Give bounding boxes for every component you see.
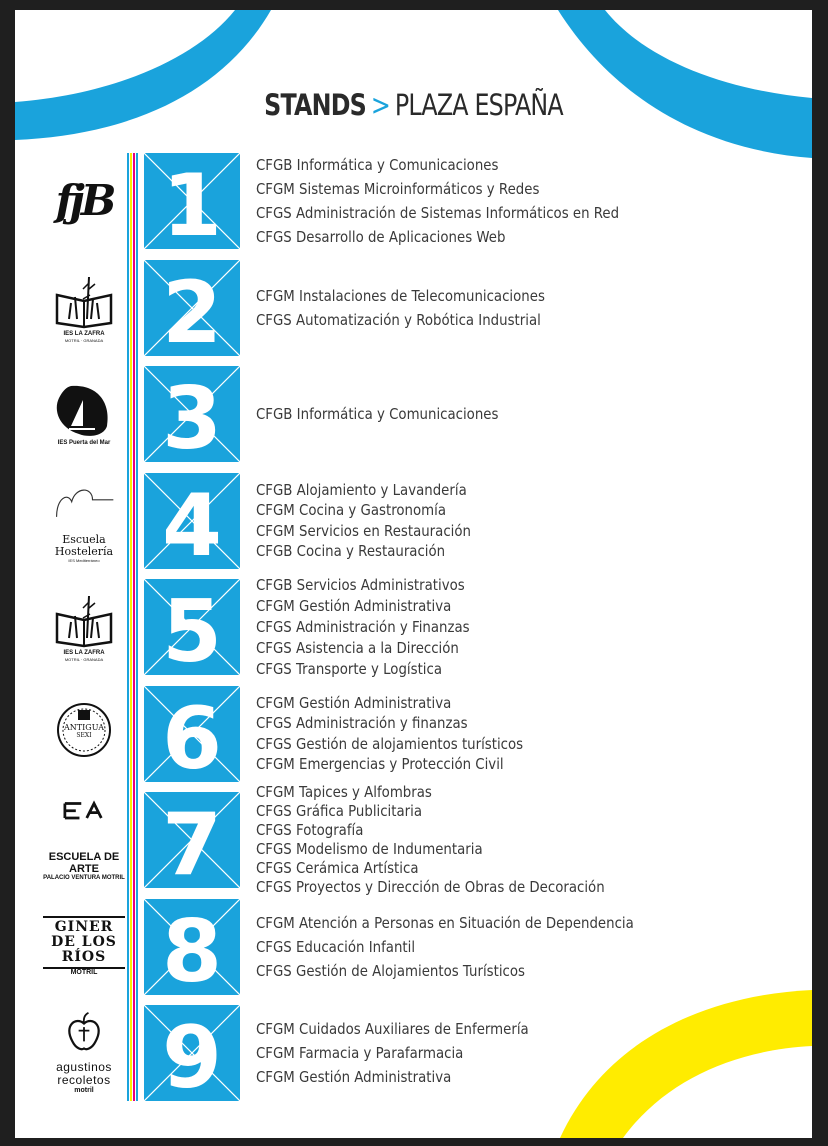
stand-row-7 (15, 783, 812, 896)
agustinos-logo-icon (49, 1011, 119, 1061)
stand-number-box (144, 473, 240, 569)
course-list (256, 366, 806, 462)
logo-caption: ESCUELA DE ARTE (48, 851, 120, 875)
school-logo (43, 1011, 125, 1095)
stand-number-box (144, 153, 240, 249)
stand-row-2 (15, 260, 812, 356)
course-list (256, 260, 806, 356)
stand-row-8 (15, 899, 812, 995)
stand-number-box (144, 260, 240, 356)
course-item: CFGM Farmacia y Parafarmacia (256, 1044, 464, 1062)
course-item: CFGS Gestión de Alojamientos Turísticos (256, 961, 525, 980)
course-item: CFGM Servicios en Restauración (256, 521, 471, 540)
course-item: CFGB Cocina y Restauración (256, 542, 446, 560)
stand-number: 6 (162, 688, 222, 782)
course-item: CFGS Administración de Sistemas Informáticos en Red (256, 204, 620, 222)
course-item: CFGM Gestión Administrativa (256, 1068, 452, 1086)
stand-number: 2 (162, 262, 222, 356)
course-item: CFGM Gestión Administrativa (256, 596, 452, 615)
logo-text: GINER DE LOS RÍOS (43, 916, 125, 969)
stand-number: 8 (162, 901, 222, 995)
stand-row-4 (15, 473, 812, 569)
title-place: PLAZA ESPAÑA (394, 88, 563, 122)
course-item: CFGM Instalaciones de Telecomunicaciones (256, 286, 545, 305)
course-item: CFGB Informática y Comunicaciones (256, 156, 499, 174)
logo-caption: Escuela Hostelería (54, 532, 114, 558)
logo-subcaption: motril (74, 1087, 94, 1094)
course-item: CFGM Gestión Administrativa (256, 693, 452, 712)
course-list (256, 1005, 806, 1101)
course-list (256, 575, 806, 678)
course-item: CFGS Administración y finanzas (256, 714, 468, 732)
logo-monogram: fjB (55, 176, 113, 225)
stand-number-box (144, 686, 240, 782)
course-item: CFGS Cerámica Artística (256, 859, 419, 877)
school-logo (43, 372, 125, 456)
course-list (256, 783, 806, 896)
stand-number: 9 (162, 1008, 222, 1101)
school-logo (43, 159, 125, 243)
logo-text: agustinos recoletos (56, 1060, 112, 1087)
logo-caption: IES LA ZAFRA (63, 650, 105, 656)
course-item: CFGB Servicios Administrativos (256, 575, 465, 594)
school-logo (43, 905, 125, 989)
school-logo (43, 798, 125, 882)
book-logo-icon (49, 592, 119, 648)
course-item: CFGS Proyectos y Dirección de Obras de Decoración (256, 878, 605, 896)
logo-caption: ANTIGUA (64, 723, 104, 732)
course-item: CFGM Cuidados Auxiliares de Enfermería (256, 1020, 529, 1038)
logo-caption: IES LA ZAFRA (63, 330, 105, 337)
stand-number: 7 (162, 795, 222, 888)
course-item: CFGM Tapices y Alfombras (256, 783, 432, 801)
course-list (256, 686, 806, 782)
course-item: CFGM Sistemas Microinformáticos y Redes (256, 180, 540, 198)
stand-number-box (144, 366, 240, 462)
course-item: CFGS Gráfica Publicitaria (256, 802, 423, 820)
logo-subcaption: MOTRIL (70, 969, 98, 976)
stand-number-box (144, 899, 240, 995)
course-item: CFGS Desarrollo de Aplicaciones Web (256, 228, 506, 246)
course-item: CFGS Transporte y Logística (256, 659, 443, 678)
stand-row-1 (15, 153, 812, 249)
course-item: CFGS Modelismo de Indumentaria (256, 840, 483, 858)
logo-subcaption: PALACIO VENTURA MOTRIL (43, 875, 125, 881)
course-list (256, 473, 806, 569)
logo-caption: IES Puerta del Mar (57, 439, 111, 446)
arte-logo-icon (49, 798, 119, 849)
school-logo (43, 266, 125, 350)
course-item: CFGM Cocina y Gastronomía (256, 501, 446, 519)
stand-number: 5 (162, 582, 222, 675)
course-item: CFGS Educación Infantil (256, 937, 416, 956)
sail-logo-icon (49, 382, 119, 438)
logo-subcaption: SEXI (76, 732, 92, 739)
stand-number: 3 (162, 369, 222, 462)
page-title (87, 88, 741, 122)
logo-subcaption: IES Mediterráneo (68, 557, 100, 563)
script-logo-icon (49, 479, 119, 532)
poster (15, 10, 812, 1138)
logo-subcaption: MOTRIL · GRANADA (64, 657, 104, 662)
course-item: CFGB Informática y Comunicaciones (256, 405, 499, 423)
course-item: CFGS Asistencia a la Dirección (256, 638, 459, 657)
stand-number: 4 (162, 475, 222, 569)
stand-row-9 (15, 1005, 812, 1101)
course-item: CFGS Fotografía (256, 821, 364, 839)
course-list (256, 899, 806, 995)
stand-number-box (144, 792, 240, 888)
stand-row-6 (15, 686, 812, 782)
stand-number-box (144, 579, 240, 675)
course-item: CFGS Gestión de alojamientos turísticos (256, 734, 524, 753)
title-stands: STANDS (264, 88, 366, 122)
book-logo-icon (49, 273, 119, 329)
course-item: CFGM Atención a Personas en Situación de Dependencia (256, 913, 634, 932)
course-item: CFGS Administración y Finanzas (256, 617, 470, 636)
course-list (256, 153, 806, 249)
school-logo (43, 585, 125, 669)
course-item: CFGS Automatización y Robótica Industrial (256, 310, 541, 329)
stand-row-3 (15, 366, 812, 462)
stand-row-5 (15, 575, 812, 678)
stand-number: 1 (162, 156, 222, 249)
school-logo (43, 692, 125, 776)
stand-number-box (144, 1005, 240, 1101)
course-item: CFGB Alojamiento y Lavandería (256, 480, 467, 499)
title-arrow-icon: > (370, 88, 390, 122)
school-logo (43, 479, 125, 563)
logo-subcaption: MOTRIL · GRANADA (64, 337, 104, 343)
course-item: CFGM Emergencias y Protección Civil (256, 755, 504, 773)
